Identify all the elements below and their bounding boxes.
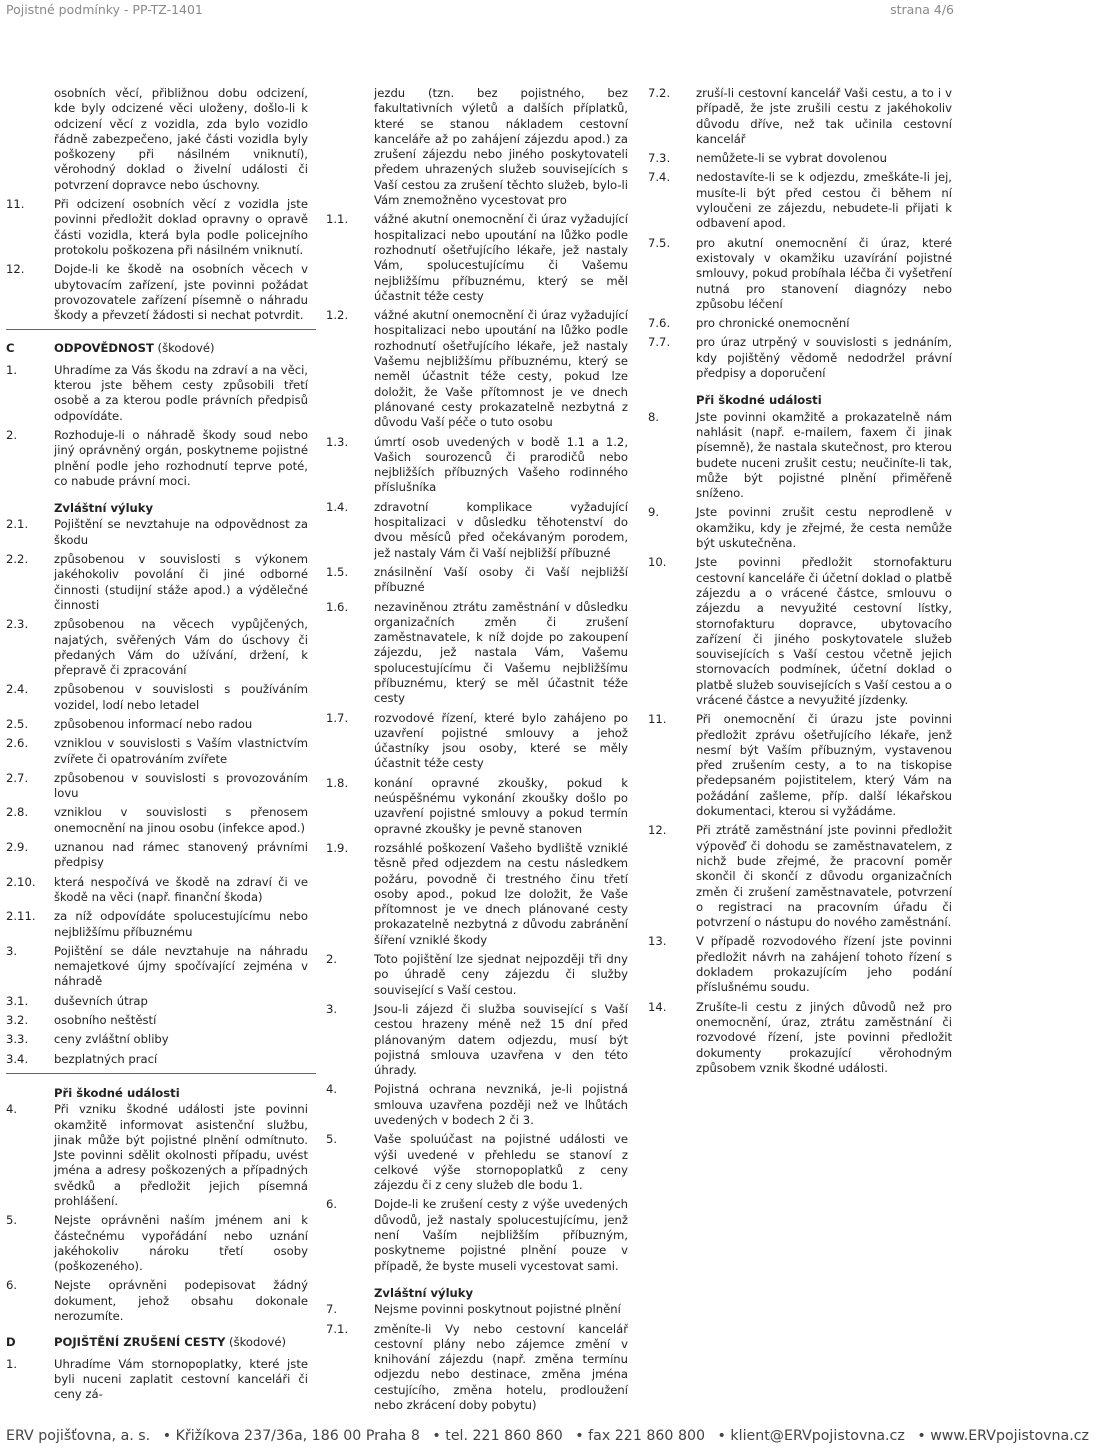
clause-text: způsobenou v souvislosti s provozováním lovu: [54, 770, 308, 801]
footer-phone: • tel. 221 860 860: [432, 1428, 563, 1444]
clause-number: 6.: [6, 1278, 18, 1293]
column-1: [6, 86, 308, 1407]
clause-number: 1.8.: [326, 775, 349, 790]
section-title-bold: ODPOVĚDNOST: [54, 341, 154, 356]
clause-number: 3.3.: [6, 1032, 29, 1047]
clause-text: znásilnění Vaší osoby či Vaší nejbližší příbuzné: [374, 564, 628, 595]
clause-text: Jsou-li zájezd či služba související s Vaší cestou hrazeny méně než 15 dní před plánovaným datem odjezdu, musí být pojistná smlouva uzavřena v den této úhrady.: [374, 1001, 628, 1078]
clause: [326, 1322, 628, 1414]
clause-number: 2.1.: [6, 517, 29, 532]
clause: [648, 170, 952, 231]
clause-number: 2.10.: [6, 874, 36, 889]
clause-text: osobního neštěstí: [54, 1013, 157, 1028]
clause-text: Nejste oprávněni naším jménem ani k částečnému vypořádání nebo uznání jakéhokoliv nároku třetí osoby (poškozeného).: [54, 1213, 308, 1274]
clause-number: 12.: [648, 823, 667, 838]
clause: [6, 909, 308, 940]
clause: [648, 555, 952, 708]
clause-number: 2.8.: [6, 805, 29, 820]
clause-text: V případě rozvodového řízení jste povinni předložit návrh na zahájení tohoto řízení s dokladem prokazujícím jeho podání příslušnému soudu.: [696, 934, 952, 995]
clause-number: 2.6.: [6, 736, 29, 751]
clause: [648, 335, 952, 381]
clause-number: 7.2.: [648, 86, 671, 100]
clause: [648, 712, 952, 819]
clause: [6, 944, 308, 990]
clause-text: Zrušíte-li cestu z jiných důvodů než pro onemocnění, úraz, ztrátu zaměstnání či rozvodové řízení, jste povinni předložit dokumenty prokazující věrohodným způsobem vznik škodné události.: [696, 999, 952, 1075]
clause-number: 7.: [326, 1302, 338, 1317]
clause-text: Vaše spoluúčast na pojistné události ve výši uvedené v přehledu se stanoví z celkové výše stornopoplatků z ceny zájezdu či z ceny služeb dle bodu 1.: [374, 1132, 628, 1193]
clause-text: Jste povinni zrušit cestu neprodleně v okamžiku, kdy je zřejmé, že cesta nemůže být uskutečněna.: [696, 505, 952, 551]
clause-text: Rozhoduje-li o náhradě škody soud nebo jiný oprávněný orgán, poskytneme pojistné plnění podle jeho rozhodnutí teprve poté, co nabude právní moci.: [54, 427, 308, 488]
clause-text: pro úraz utrpěný v souvislosti s jednáním, kdy pojištěný vědomě nedodržel právní předpisy a doporučení: [696, 335, 952, 381]
footer-address: • Křižíkova 237/36a, 186 00 Praha 8: [162, 1428, 420, 1444]
clause: [6, 86, 308, 193]
clause-text: konání opravné zkoušky, pokud k neúspěšnému vykonání zkoušky došlo po uzavření pojistné smlouvy a pokud termín opravné zkoušky je pevně stanoven: [374, 775, 628, 836]
clause-text: pro akutní onemocnění či úraz, které existovaly v okamžiku uzavírání pojistné smlouvy, pokud probíhala léčba či vyšetření nutná pro stanovení diagnózy nebo způsobu léčení: [696, 235, 952, 311]
clause-text: zdravotní komplikace vyžadující hospitalizaci v důsledku těhotenství do dvou měsíců před očekávaným porodem, jež nastaly Vám či Vaší nejbližší příbuzné: [374, 499, 628, 560]
clause: [6, 805, 308, 836]
section-divider: [6, 1073, 316, 1074]
clause: [6, 1102, 308, 1209]
footer-email[interactable]: • klient@ERVpojistovna.cz: [717, 1428, 905, 1444]
clause-number: 5.: [326, 1132, 338, 1147]
clause-number: 7.4.: [648, 170, 671, 185]
subsection-heading: Při škodné události: [696, 393, 822, 408]
clause-number: 10.: [648, 555, 667, 570]
clause-number: 2.3.: [6, 617, 29, 632]
clause-number: 1.4.: [326, 499, 349, 514]
clause-number: 1.6.: [326, 599, 349, 614]
clause: [6, 1032, 308, 1047]
clause-text: Uhradíme za Vás škodu na zdraví a na věci, kterou jste během cesty způsobili třetí osobě a za kterou podle právních předpisů odpovídáte.: [54, 362, 308, 423]
clause-number: 2.9.: [6, 840, 29, 855]
clause: [6, 717, 308, 732]
clause-text: za níž odpovídáte spolucestujícímu nebo nejbližšímu příbuznému: [54, 909, 308, 939]
clause-number: 5.: [6, 1213, 18, 1228]
clause: [6, 517, 308, 548]
clause: [6, 771, 308, 802]
section-letter: D: [6, 1335, 16, 1350]
clause-text: nedostavíte-li se k odjezdu, zmeškáte-li jej, musíte-li být před cestou či během ní vyloučeni ze zájezdu, nebudete-li přijati k odbavení apod.: [696, 170, 952, 231]
clause: [6, 1213, 308, 1274]
clause-text: způsobenou v souvislosti s používáním vozidel, lodí nebo letadel: [54, 682, 308, 712]
clause-number: 2.5.: [6, 716, 29, 731]
footer-company: ERV pojišťovna, a. s.: [6, 1428, 151, 1444]
clause: [648, 410, 952, 502]
clause-text: úmrtí osob uvedených v bodě 1.1 a 1.2, Vašich sourozenců či prarodičů nebo nejbližších příbuzných Vašeho rodinného příslušníka: [374, 434, 628, 495]
section-divider: [6, 329, 316, 330]
clause-text: osobních věcí, přibližnou dobu odcizení, kde byly odcizené věci uloženy, došlo-li k odcizení věcí z vozidla, zda bylo vozidlo řádně zabezpečeno, jaké části vozidla byly poškozeny při násilném vniknutí), věrohodný doklad o živelní události či potvrzení dopravce nebo úschovny.: [54, 86, 308, 192]
clause: [326, 212, 628, 304]
clause: [6, 552, 308, 613]
clause: [326, 841, 628, 948]
clause: [648, 823, 952, 930]
clause-text: ceny zvláštní obliby: [54, 1032, 169, 1047]
clause: [326, 308, 628, 430]
page-footer: [6, 1428, 1090, 1444]
clause-number: 3.: [6, 943, 18, 958]
clause-number: 1.1.: [326, 212, 349, 227]
footer-fax: • fax 221 860 800: [575, 1428, 706, 1444]
clause: [326, 952, 628, 998]
clause: [648, 1000, 952, 1076]
clause-text: Dojde-li ke škodě na osobních věcech v ubytovacím zařízení, jste povinni požádat provozovatele zařízení písemně o náhradu škody a převzetí žádosti si nechat potvrdit.: [54, 262, 308, 323]
clause-number: 4.: [6, 1102, 18, 1117]
section-title-bold: POJIŠTĚNÍ ZRUŠENÍ CESTY: [54, 1335, 226, 1350]
clause-text: Nejsme povinni poskytnout pojistné plnění: [374, 1302, 621, 1317]
clause-number: 7.1.: [326, 1321, 349, 1336]
clause: [6, 736, 308, 767]
clause-text: Pojistná ochrana nevzniká, je-li pojistná smlouva uzavřena později než ve lhůtách uvedených v bodech 2 či 3.: [374, 1082, 628, 1127]
clause: [326, 500, 628, 561]
clause: [648, 934, 952, 995]
clause-number: 6.: [326, 1197, 338, 1212]
clause-number: 1.2.: [326, 308, 349, 323]
clause-number: 2.: [326, 952, 338, 967]
clause: [6, 1052, 308, 1067]
clause-text: pro chronické onemocnění: [696, 316, 850, 331]
clause-number: 1.7.: [326, 710, 349, 725]
clause-number: 2.2.: [6, 552, 29, 567]
section-heading: [6, 1335, 308, 1350]
clause-number: 3.2.: [6, 1013, 29, 1028]
clause: [648, 151, 952, 166]
clause: [326, 435, 628, 496]
clause-number: 7.5.: [648, 235, 671, 250]
clause: [326, 600, 628, 707]
clause-number: 2.4.: [6, 682, 29, 697]
clause-number: 11.: [6, 197, 25, 212]
section-title: [54, 1335, 308, 1350]
clause-number: 7.7.: [648, 335, 671, 350]
section-letter: C: [6, 341, 15, 356]
clause-number: 3.4.: [6, 1051, 29, 1066]
clause: [648, 236, 952, 312]
clause: [6, 197, 308, 258]
clause: [6, 1013, 308, 1028]
clause: [648, 86, 952, 147]
clause-text: Jste povinni okamžitě a prokazatelně nám nahlásit (např. e-mailem, faxem či jinak písemně), že nastala skutečnost, pro kterou budete nuceni zrušit cestu; neučiníte-li tak, může být pojistné plnění přiměřeně sníženo.: [696, 409, 952, 501]
clause-text: která nespočívá ve škodě na zdraví či ve škodě na věci (např. finanční škoda): [54, 874, 308, 904]
clause: [326, 1132, 628, 1193]
clause: [326, 1082, 628, 1128]
clause-text: Při vzniku škodné události jste povinni okamžitě informovat asistenční službu, jinak může být pojistné plnění odmítnuto. Jste povinni sdělit okolnosti případu, uvést jména a adresy poškozených a případných svědků a předložit jejich písemná prohlášení.: [54, 1102, 308, 1208]
clause-text: uznanou nad rámec stanovený právními předpisy: [54, 840, 308, 870]
clause: [6, 875, 308, 906]
clause-number: 1.9.: [326, 840, 349, 855]
clause-number: 3.1.: [6, 993, 29, 1008]
clause-text: Pojištění se nevztahuje na odpovědnost za škodu: [54, 517, 308, 547]
section-title-suffix: (škodové): [225, 1335, 286, 1350]
section-heading: [6, 341, 308, 356]
clause: [326, 86, 628, 208]
clause-text: nezaviněnou ztrátu zaměstnání v důsledku organizačních změn či zrušení zaměstnavatele, k níž dojde po zakoupení zájezdu, jež nastala Vám, Vašemu spolucestujícímu či Vašemu nejbližšímu příbuznému, který se měl účastnit téže cesty: [374, 599, 628, 706]
clause-number: 8.: [648, 409, 660, 424]
clause: [326, 565, 628, 596]
clause: [326, 1302, 628, 1317]
clause: [6, 363, 308, 424]
clause: [6, 682, 308, 713]
clause-number: 12.: [6, 262, 25, 277]
clause-number: 4.: [326, 1082, 338, 1097]
clause-number: 2.11.: [6, 909, 36, 924]
clause-number: 1.3.: [326, 434, 349, 449]
document-title: Pojistné podmínky - PP-TZ-1401: [6, 2, 203, 17]
clause-text: vážné akutní onemocnění či úraz vyžadující hospitalizaci nebo upoutání na lůžko podle rozhodnutí ošetřujícího lékaře, jež nastaly Vám, spolucestujícímu či Vašemu nejbližšímu příbuznému, který se měl účastnit téže cesty: [374, 212, 628, 303]
clause-number: 7.6.: [648, 316, 671, 331]
section-title-suffix: (škodové): [153, 341, 215, 356]
clause-text: rozsáhlé poškození Vašeho bydliště vzniklé těsně před odjezdem na cestu následkem požáru, povodně či trestného činu třetí osoby apod., pokud lze doložit, že Vaše přítomnost je ve dnech plánované cesty prokazatelně nezbytná z důvodu zabránění šíření vzniklé škody: [374, 840, 628, 947]
page-number: strana 4/6: [890, 2, 954, 17]
clause-number: 7.3.: [648, 151, 671, 166]
clause-number: 13.: [648, 934, 667, 949]
clause-text: Jste povinni předložit stornofakturu cestovní kanceláře či účetní doklad o platbě zájezdu a o vrácené částce, smlouvu o zájezdu a nevyužité cestovní lístky, stornofakturu dopravce, ubytovacího zařízení či jiného poskytovatele služeb souvisejících s Vaší cestou včetně jejich stornovacích podmínek, účetní doklad o platbě služeb souvisejících s Vaší cestou a o vrácené částce a nevyužité jízdenky.: [696, 555, 952, 707]
footer-website[interactable]: • www.ERVpojistovna.cz: [917, 1428, 1090, 1444]
clause-number: 1.5.: [326, 564, 349, 579]
clause-text: způsobenou na věcech vypůjčených, najatých, svěřených Vám do úschovy či předaných Vám do užívání, držení, k přepravě či zpracování: [54, 617, 308, 678]
clause: [326, 711, 628, 772]
clause-number: 1.: [6, 362, 18, 377]
clause-text: způsobenou v souvislosti s výkonem jakéhokoliv povolání či jiné odborné činnosti (studijní stáže apod.) a výdělečné činnosti: [54, 552, 308, 612]
subsection-heading: Zvláštní výluky: [54, 501, 154, 516]
clause-text: rozvodové řízení, které bylo zahájeno po uzavření pojistné smlouvy a jehož účastníky jsou osoby, které se měly účastnit téže cesty: [374, 710, 628, 771]
clause-number: [326, 86, 374, 208]
clause: [326, 1197, 628, 1273]
clause-text: nemůžete-li se vybrat dovolenou: [696, 151, 887, 166]
clause: [6, 617, 308, 678]
clause: [648, 316, 952, 331]
page-header: [6, 2, 954, 20]
clause-text: duševních útrap: [54, 993, 148, 1008]
clause: [648, 505, 952, 551]
clause: [6, 428, 308, 489]
clause-text: Toto pojištění lze sjednat nejpozději tři dny po úhradě ceny zájezdu či služby související s Vaší cestou.: [374, 952, 628, 997]
clause-text: Nejste oprávněni podepisovat žádný dokument, jehož obsahu dokonale nerozumíte.: [54, 1278, 308, 1324]
clause-text: změníte-li Vy nebo cestovní kancelář cestovní plány nebo zájemce změní v knihování zájezdu (např. změna termínu odjezdu nebo destinace, změna jména cestujícího, změna hotelu, prodloužení nebo zkrácení doby pobytu): [374, 1321, 628, 1413]
clause: [326, 1002, 628, 1078]
clause-text: bezplatných prací: [54, 1051, 158, 1066]
column-2: [326, 86, 628, 1417]
clause: [6, 840, 308, 871]
clause: [6, 1357, 308, 1403]
clause-text: vzniklou v souvislosti s Vaším vlastnictvím zvířete či opatrováním zvířete: [54, 736, 308, 766]
clause: [326, 776, 628, 837]
clause-number: 2.: [6, 427, 18, 442]
clause-text: Při odcizení osobních věcí z vozidla jste povinni předložit doklad opravny o opravě části vozidla, která byla podle policejního protokolu poškozena při násilném vniknutí.: [54, 197, 308, 257]
clause-number: 3.: [326, 1001, 338, 1016]
clause: [6, 262, 308, 323]
clause-text: Při ztrátě zaměstnání jste povinni předložit výpověď či dohodu se zaměstnavatelem, z nichž bude zřejmé, že pracovní poměr skončil či skončí z důvodu organizačních změn či zrušení zaměstnavatele, potvrzení o registraci na pracovním úřadu či potvrzení o nástupu do nového zaměstnání.: [696, 823, 952, 930]
clause-text: vážné akutní onemocnění či úraz vyžadující hospitalizaci nebo upoutání na lůžko podle rozhodnutí ošetřujícího lékaře, jež nastaly Vašemu nejbližšímu příbuznému, který se neměl účastnit téže cesty, pokud lze doložit, že Vaše přítomnost je ve dnech plánované cesty prokazatelně nezbytná z důvodu Vaší péče o tuto osobu: [374, 308, 628, 430]
column-3: [648, 86, 952, 1080]
clause-number: 2.7.: [6, 770, 29, 785]
clause-text: jezdu (tzn. bez pojistného, bez fakultativních výletů a dalších příplatků, které se stanou nákladem cestovní kanceláře až po zahájení zájezdu apod.) za zrušení zájezdu nebo jiného poskytovateli předem uhrazených služeb souvisejících s Vaší cestou za zrušení těchto služeb, bylo-li Vám znemožněno vycestovat pro: [374, 86, 628, 208]
clause-text: Uhradíme Vám stornopoplatky, které jste byli nuceni zaplatit cestovní kanceláři či ceny zá-: [54, 1356, 308, 1402]
clause-number: 14.: [648, 999, 667, 1014]
clause-number: [6, 86, 54, 193]
clause-text: vzniklou v souvislosti s přenosem onemocnění na jinou osobu (infekce apod.): [54, 805, 308, 835]
clause-number: 9.: [648, 505, 660, 520]
clause: [6, 994, 308, 1009]
clause: [6, 1278, 308, 1324]
clause-text: Při onemocnění či úrazu jste povinni předložit zprávu ošetřujícího lékaře, jenž nesmí být Vaším příbuzným, vystavenou před zrušením cesty, a to na tiskopise předepsaném pojistitelem, který Vám na požádání zašleme, příp. další lékařskou dokumentaci, kterou si vyžádáme.: [696, 712, 952, 819]
clause-number: 11.: [648, 712, 667, 727]
clause-text: zruší-li cestovní kancelář Vaši cestu, a to i v případě, že jste zrušili cestu z jakéhokoliv důvodu dříve, než tak učinila cestovní kancelář: [696, 86, 952, 146]
clause-text: Pojištění se dále nevztahuje na náhradu nemajetkové újmy spočívající zejména v náhradě: [54, 943, 308, 989]
clause-text: Dojde-li ke zrušení cesty z výše uvedených důvodů, jež nastaly spolucestujícímu, jenž není Vaším nejbližším příbuzným, poskytneme pojistné plnění pouze v případě, že byste museli vycestovat sami.: [374, 1197, 628, 1273]
clause-text: způsobenou informací nebo radou: [54, 716, 253, 731]
subsection-heading: Při škodné události: [54, 1085, 180, 1100]
section-title: [54, 341, 308, 356]
subsection-heading: Zvláštní výluky: [374, 1285, 474, 1300]
clause-number: 1.: [6, 1356, 18, 1371]
